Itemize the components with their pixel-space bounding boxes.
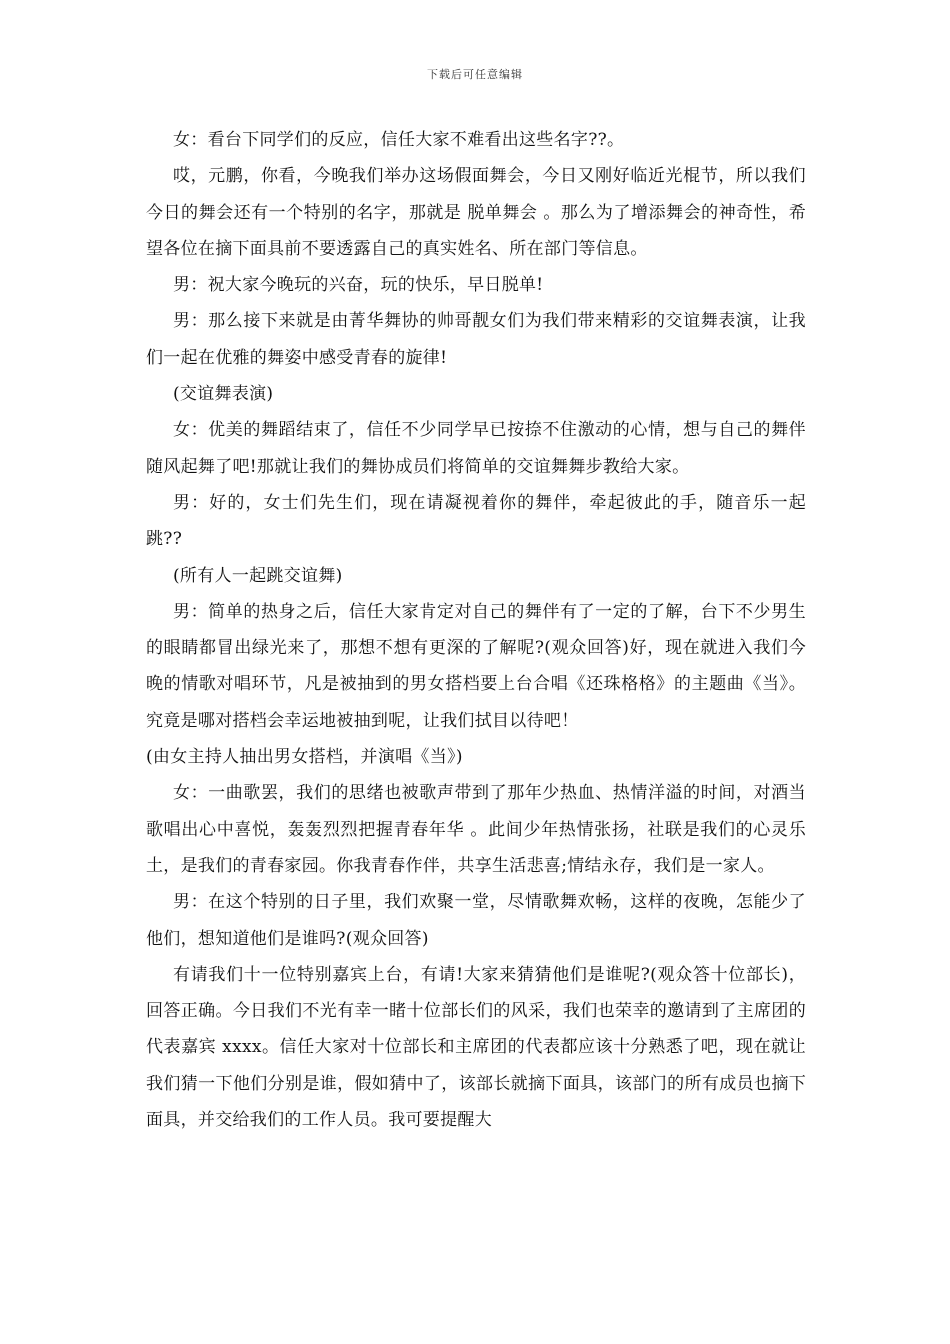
paragraph: (由女主持人抽出男女搭档，并演唱《当》) xyxy=(146,747,463,768)
paragraph: 女：优美的舞蹈结束了，信任不少同学早已按捺不住激动的心情，想与自己的舞伴随风起舞了吧!那就让我们的舞协成员们将简单的交谊舞舞步教给大家。 xyxy=(146,420,806,477)
paragraph: 男：简单的热身之后，信任大家肯定对自己的舞伴有了一定的了解，台下不少男生的眼睛都冒出绿光来了，那想不想有更深的了解呢?(观众回答)好，现在就进入我们今晚的情歌对唱环节，凡是被抽到的男女搭档要上台合唱《还珠格格》的主题曲《当》。究竟是哪对搭档会幸运地被抽到呢，让我们拭目以待吧！ xyxy=(146,601,806,731)
paragraph: 男：那么接下来就是由菁华舞协的帅哥靓女们为我们带来精彩的交谊舞表演，让我们一起在优雅的舞姿中感受青春的旋律! xyxy=(146,311,806,368)
paragraph: 哎，元鹏，你看，今晚我们举办这场假面舞会，今日又刚好临近光棍节，所以我们今日的舞会还有一个特别的名字，那就是 脱单舞会 。那么为了增添舞会的神奇性，希望各位在摘下面具前不要透露自己的真实姓名、所在部门等信息。 xyxy=(146,166,806,259)
paragraph: 男：在这个特别的日子里，我们欢聚一堂，尽情歌舞欢畅，这样的夜晚，怎能少了他们，想知道他们是谁吗?(观众回答) xyxy=(146,892,806,949)
paragraph: (所有人一起跳交谊舞) xyxy=(173,565,343,586)
paragraph: 男：好的，女士们先生们，现在请凝视着你的舞伴，牵起彼此的手，随音乐一起跳?? xyxy=(146,492,806,550)
document-body xyxy=(146,122,806,1138)
paragraph: 有请我们十一位特别嘉宾上台，有请!大家来猜猜他们是谁呢?(观众答十位部长)，回答正确。今日我们不光有幸一睹十位部长们的风采，我们也荣幸的邀请到了主席团的代表嘉宾 xxxx。信任大家对十位部长和主席团的代表都应该十分熟悉了吧，现在就让我们猜一下他们分别是谁，假如猜中了，该部长就摘下面具，该部门的所有成员也摘下面具，并交给我们的工作人员。我可要提醒大 xyxy=(146,964,806,1131)
paragraph: 女：看台下同学们的反应，信任大家不难看出这些名字??。 xyxy=(173,130,625,150)
page-header: 下载后可任意编辑 xyxy=(427,68,523,81)
paragraph: 女：一曲歌罢，我们的思绪也被歌声带到了那年少热血、热情洋溢的时间，对酒当歌唱出心中喜悦，轰轰烈烈把握青春年华 。此间少年热情张扬，社联是我们的心灵乐土，是我们的青春家园。你我青春作伴，共享生活悲喜;情结永存，我们是一家人。 xyxy=(146,783,806,876)
paragraph: 男：祝大家今晚玩的兴奋，玩的快乐，早日脱单! xyxy=(173,275,544,296)
paragraph: (交谊舞表演) xyxy=(173,384,274,405)
